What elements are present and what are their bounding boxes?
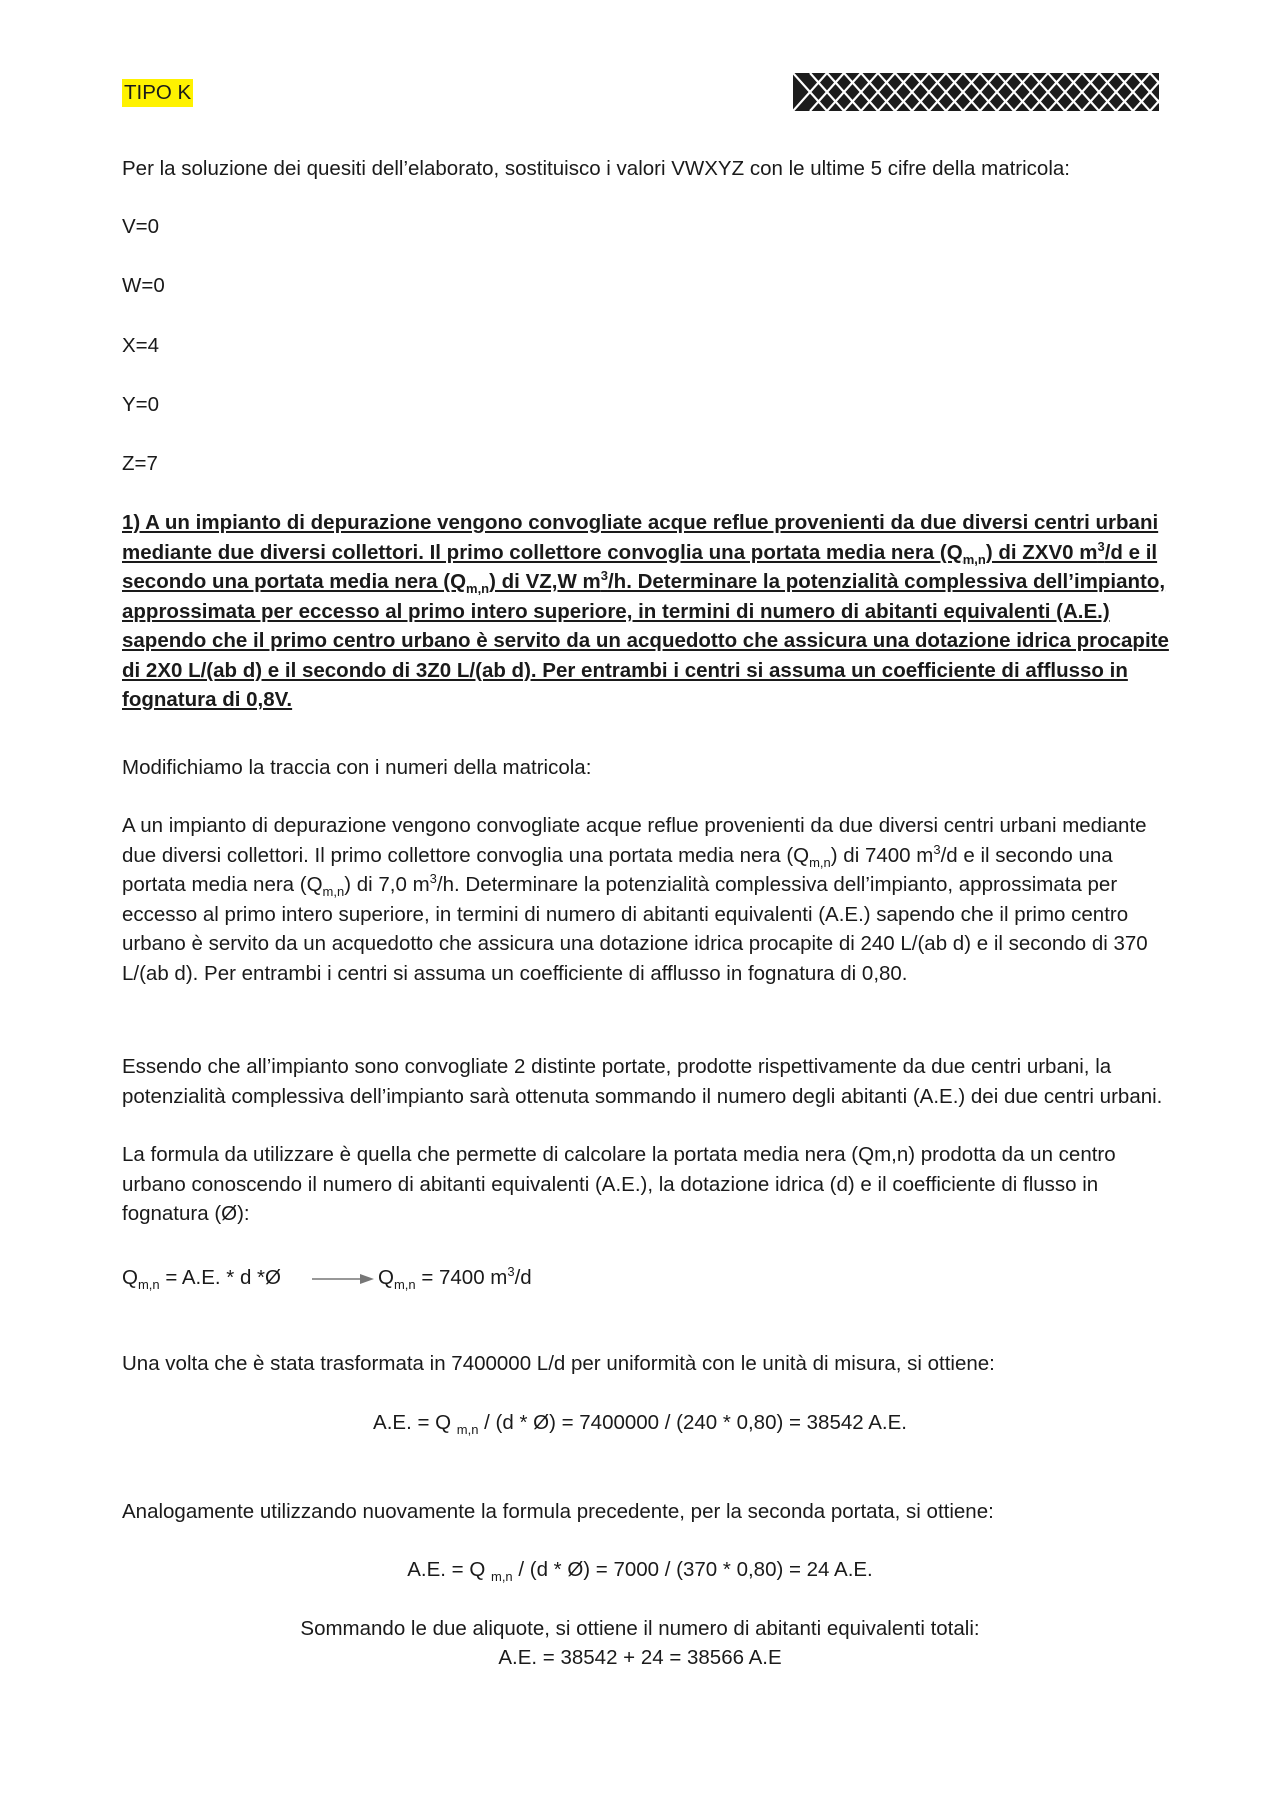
tipo-label (122, 78, 193, 107)
conversion-line: Una volta che è stata trasformata in 7400000 L/d per uniformità con le unità di misura, si ottiene: (122, 1352, 995, 1375)
redaction-crosshatch-icon (793, 73, 1159, 111)
modify-line: Modifichiamo la traccia con i numeri della matricola: (122, 756, 592, 779)
intro-text: Per la soluzione dei quesiti dell’elaborato, sostituisco i valori VWXYZ con le ultime 5 cifre della matricola: (122, 157, 1070, 180)
redacted-name-box (793, 73, 1159, 111)
variable-x: X=4 (122, 334, 160, 357)
sum-line: Sommando le due aliquote, si ottiene il numero di abitanti equivalenti totali: (300, 1617, 980, 1640)
explanation-paragraph-2: La formula da utilizzare è quella che permette di calcolare la portata media nera (Qm,n) prodotta da un centro urbano conoscendo il numero di abitanti equivalenti (A.E.), la dotazione idrica (d) e il coefficiente di flusso in fognatura (Ø): (122, 1143, 1116, 1225)
calculation-1: A.E. = Q $_{m,n}$ / (d * Ø) = 7400000 / (240 * 0,80) = 38542 A.E. (373, 1411, 907, 1438)
formula-right: $Q_{m,n} = 7400$ $m^3/d$ (378, 1264, 532, 1293)
question-1: 1) A un impianto di depurazione vengono convogliate acque reflue provenienti da due diversi centri urbani mediante due diversi collettori. Il primo collettore convoglia una portata media nera $(Q_{m,n})$ di ZXV0 $m^3/d$ e il secondo una portata media nera $(Q_{m,n})$ di VZ,W $m^3/h$. Determinare la potenzialità complessiva dell’impianto, approssimata per eccesso al primo intero superiore, in termini di numero di abitanti equivalenti (A.E.) sapendo che il primo centro urbano è servito da un acquedotto che assicura una dotazione idrica procapite di 2X0 L/(ab d) e il secondo di 3Z0 L/(ab d). Per entrambi i centri si assuma un coefficiente di afflusso in fognatura di 0,8V. (122, 511, 1169, 711)
modified-question: A un impianto di depurazione vengono convogliate acque reflue provenienti da due diversi centri urbani mediante due diversi collettori. Il primo collettore convoglia una portata media nera $(Q_{m,n})$ di 7400 $m^3/d$ e il secondo una portata media nera $(Q_{m,n})$ di 7,0 $m^3/h$. Determinare la potenzialità complessiva dell’impianto, approssimata per eccesso al primo intero superiore, in termini di numero di abitanti equivalenti (A.E.) sapendo che il primo centro urbano è servito da un acquedotto che assicura una dotazione idrica procapite di 240 L/(ab d) e il secondo di 370 L/(ab d). Per entrambi i centri si assuma un coefficiente di afflusso in fognatura di 0,80. (122, 814, 1148, 985)
calculation-2: A.E. = Q $_{m,n}$ / (d * Ø) = 7000 / (370 * 0,80) = 24 A.E. (407, 1558, 873, 1585)
analog-line: Analogamente utilizzando nuovamente la formula precedente, per la seconda portata, si ottiene: (122, 1500, 994, 1523)
variable-z: Z=7 (122, 452, 158, 475)
sum-result: A.E. = 38542 + 24 = 38566 A.E (498, 1646, 782, 1669)
explanation-paragraph-1: Essendo che all’impianto sono convogliate 2 distinte portate, prodotte rispettivamente da due centri urbani, la potenzialità complessiva dell’impianto sarà ottenuta sommando il numero degli abitanti (A.E.) dei due centri urbani. (122, 1055, 1163, 1108)
tipo-highlight: TIPO K (122, 79, 193, 107)
variable-w: W=0 (122, 274, 165, 297)
arrow-right-icon (312, 1272, 374, 1286)
variable-v: V=0 (122, 215, 160, 238)
formula-left: $Q_{m,n} = A.E$. * d *Ø (122, 1266, 281, 1293)
variable-y: Y=0 (122, 393, 160, 416)
